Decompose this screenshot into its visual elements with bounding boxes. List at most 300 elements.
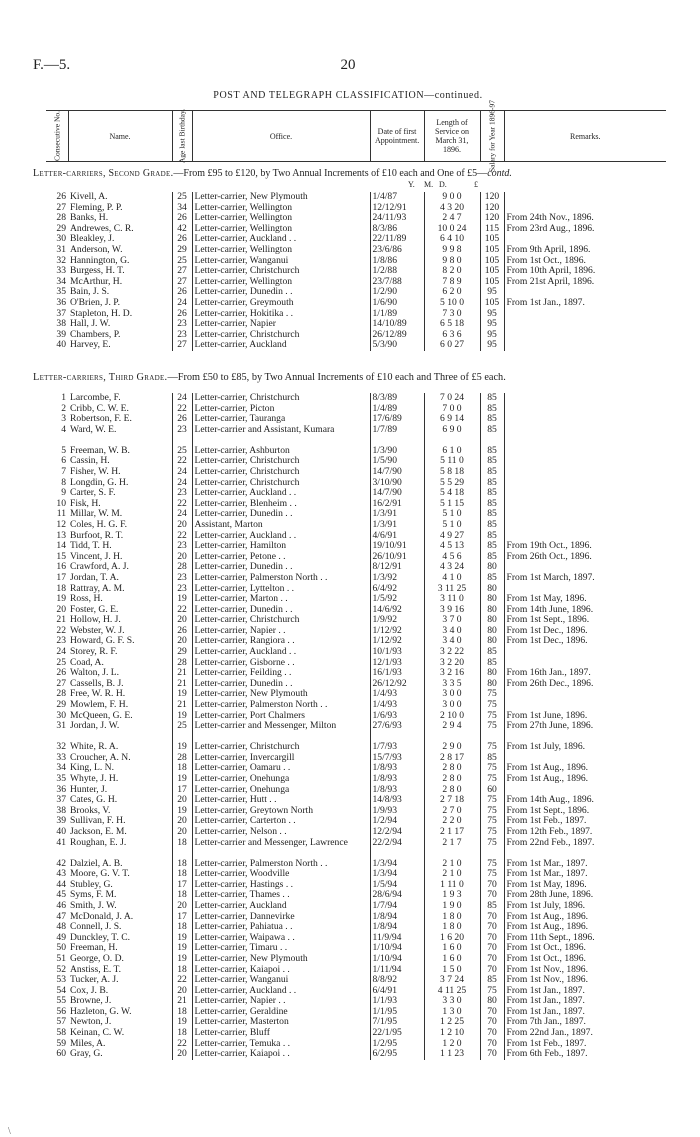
col-salary: Salary for Year 1896-97 bbox=[480, 111, 504, 162]
row-office: Letter-carrier, New Plymouth bbox=[192, 689, 370, 700]
row-service: 3 9 16 bbox=[424, 605, 480, 616]
table-row bbox=[46, 478, 666, 489]
row-name: Storey, R. F. bbox=[70, 647, 118, 658]
row-number: 39 bbox=[56, 329, 66, 340]
row-date: 3/10/90 bbox=[370, 478, 424, 489]
row-service: 2 9 4 bbox=[424, 721, 480, 742]
row-age: 22 bbox=[172, 975, 192, 986]
row-remarks bbox=[504, 340, 666, 351]
row-office: Letter-carrier, Christchurch bbox=[192, 478, 370, 489]
row-age: 26 bbox=[172, 414, 192, 425]
row-salary: 120 bbox=[480, 203, 504, 214]
row-age: 20 bbox=[172, 901, 192, 912]
page-number: 20 bbox=[340, 57, 356, 73]
row-salary: 75 bbox=[480, 869, 504, 880]
row-service: 6 2 0 bbox=[424, 287, 480, 298]
row-date: 1/4/93 bbox=[370, 689, 424, 700]
row-salary: 70 bbox=[480, 954, 504, 965]
row-number: 44 bbox=[56, 879, 66, 890]
table-row bbox=[46, 689, 666, 700]
table-row bbox=[46, 816, 666, 827]
row-remarks bbox=[504, 203, 666, 214]
row-remarks bbox=[504, 753, 666, 764]
row-name: Rattray, A. M. bbox=[70, 583, 125, 594]
row-date: 12/1/93 bbox=[370, 658, 424, 669]
row-name: Cribb, C. W. E. bbox=[70, 403, 129, 414]
row-number: 1 bbox=[61, 393, 66, 403]
row-number: 27 bbox=[56, 202, 66, 213]
row-number: 26 bbox=[56, 192, 66, 202]
row-salary: 105 bbox=[480, 266, 504, 277]
row-salary: 80 bbox=[480, 636, 504, 647]
row-name: Tucker, A. J. bbox=[70, 975, 119, 986]
row-date: 1/3/94 bbox=[370, 869, 424, 880]
row-number: 58 bbox=[56, 1028, 66, 1039]
table-row bbox=[46, 245, 666, 256]
table-row bbox=[46, 647, 666, 658]
row-age: 17 bbox=[172, 912, 192, 923]
row-name: Free, W. R. H. bbox=[70, 689, 126, 700]
row-date: 24/11/93 bbox=[370, 213, 424, 224]
row-age: 26 bbox=[172, 213, 192, 224]
table-row bbox=[46, 298, 666, 309]
row-age: 42 bbox=[172, 224, 192, 235]
row-name: Miles, A. bbox=[70, 1038, 106, 1049]
table-row bbox=[46, 499, 666, 510]
row-service: 2 8 0 bbox=[424, 774, 480, 785]
row-date: 1/4/87 bbox=[370, 192, 424, 203]
row-name: Hannington, G. bbox=[70, 255, 130, 266]
row-age: 19 bbox=[172, 954, 192, 965]
row-salary: 85 bbox=[480, 520, 504, 531]
row-office: Letter-carrier, Ashburton bbox=[192, 446, 370, 457]
row-date: 26/12/92 bbox=[370, 679, 424, 690]
row-age: 26 bbox=[172, 287, 192, 298]
row-date: 8/3/86 bbox=[370, 224, 424, 235]
col-service: Length of Service on March 31, 1896. bbox=[424, 111, 480, 162]
row-service: 5 1 0 bbox=[424, 509, 480, 520]
row-age: 19 bbox=[172, 1017, 192, 1028]
row-number: 31 bbox=[56, 244, 66, 255]
row-name: Jackson, E. M. bbox=[70, 826, 127, 837]
row-age: 27 bbox=[172, 340, 192, 351]
row-remarks bbox=[504, 478, 666, 489]
table-row bbox=[46, 393, 666, 404]
row-remarks: From 11th Sept., 1896. bbox=[504, 933, 666, 944]
row-office: Letter-carrier, Dunedin . . bbox=[192, 562, 370, 573]
table-row bbox=[46, 996, 666, 1007]
row-date: 1/3/94 bbox=[370, 859, 424, 870]
row-office: Letter-carrier, Napier . . bbox=[192, 626, 370, 637]
row-date: 6/2/95 bbox=[370, 1049, 424, 1060]
row-remarks: From 6th Feb., 1897. bbox=[504, 1049, 666, 1060]
row-remarks bbox=[504, 488, 666, 499]
row-name: McArthur, H. bbox=[70, 276, 123, 287]
row-salary: 85 bbox=[480, 552, 504, 563]
row-number: 17 bbox=[56, 572, 66, 583]
row-number: 11 bbox=[56, 509, 66, 520]
table-row bbox=[46, 954, 666, 965]
row-date: 1/8/94 bbox=[370, 912, 424, 923]
row-number: 38 bbox=[56, 319, 66, 330]
row-number: 29 bbox=[56, 700, 66, 711]
row-service: 3 3 0 bbox=[424, 996, 480, 1007]
row-date: 1/10/94 bbox=[370, 943, 424, 954]
row-salary: 85 bbox=[480, 446, 504, 457]
row-date: 27/6/93 bbox=[370, 721, 424, 742]
row-age: 25 bbox=[172, 192, 192, 203]
row-remarks: From 1st Aug., 1896. bbox=[504, 912, 666, 923]
row-service: 1 6 0 bbox=[424, 954, 480, 965]
row-number: 33 bbox=[56, 752, 66, 763]
table-row bbox=[46, 330, 666, 341]
row-name: Burgess, H. T. bbox=[70, 266, 125, 277]
row-remarks bbox=[504, 425, 666, 446]
row-service: 2 7 0 bbox=[424, 806, 480, 817]
row-name: Hollow, H. J. bbox=[70, 615, 121, 626]
row-service: 5 1 0 bbox=[424, 520, 480, 531]
row-remarks: From 14th June, 1896. bbox=[504, 605, 666, 616]
table-row bbox=[46, 965, 666, 976]
row-name: Hunter, J. bbox=[70, 784, 108, 795]
row-service: 2 8 0 bbox=[424, 763, 480, 774]
row-date: 1/7/94 bbox=[370, 901, 424, 912]
row-remarks: From 26th Oct., 1896. bbox=[504, 552, 666, 563]
row-age: 18 bbox=[172, 890, 192, 901]
row-date: 1/2/88 bbox=[370, 266, 424, 277]
row-name: Anderson, W. bbox=[70, 244, 123, 255]
row-name: Cates, G. H. bbox=[70, 795, 118, 806]
row-office: Letter-carrier, Hastings . . bbox=[192, 880, 370, 891]
row-name: Larcombe, F. bbox=[70, 393, 121, 403]
table-row bbox=[46, 340, 666, 351]
row-name: Carter, S. F. bbox=[70, 488, 116, 499]
row-date: 6/4/92 bbox=[370, 584, 424, 595]
table-row bbox=[46, 795, 666, 806]
row-name: Cassin, H. bbox=[70, 456, 110, 467]
row-number: 45 bbox=[56, 890, 66, 901]
row-age: 17 bbox=[172, 880, 192, 891]
row-name: Hazleton, G. W. bbox=[70, 1006, 132, 1017]
row-salary: 105 bbox=[480, 245, 504, 256]
row-age: 22 bbox=[172, 531, 192, 542]
row-name: Mowlem, F. H. bbox=[70, 700, 129, 711]
row-number: 38 bbox=[56, 805, 66, 816]
row-remarks: From 1st Mar., 1897. bbox=[504, 859, 666, 870]
row-number: 57 bbox=[56, 1017, 66, 1028]
table-row bbox=[46, 224, 666, 235]
row-remarks bbox=[504, 562, 666, 573]
row-number: 40 bbox=[56, 340, 66, 351]
row-date: 1/2/94 bbox=[370, 816, 424, 827]
row-service: 1 3 0 bbox=[424, 1007, 480, 1018]
row-office: Letter-carrier, Christchurch bbox=[192, 456, 370, 467]
row-remarks bbox=[504, 234, 666, 245]
row-salary: 95 bbox=[480, 340, 504, 351]
row-name: Foster, G. E. bbox=[70, 604, 119, 615]
row-office: Letter-carrier, Palmerston North . . bbox=[192, 700, 370, 711]
row-date: 10/1/93 bbox=[370, 647, 424, 658]
row-name: Connell, J. S. bbox=[70, 922, 122, 933]
row-name: Croucher, A. N. bbox=[70, 752, 131, 763]
table-row bbox=[46, 658, 666, 669]
row-service: 4 5 6 bbox=[424, 552, 480, 563]
row-salary: 120 bbox=[480, 213, 504, 224]
row-office: Letter-carrier, Bluff bbox=[192, 1028, 370, 1039]
row-age: 18 bbox=[172, 838, 192, 859]
row-age: 20 bbox=[172, 816, 192, 827]
table-row bbox=[46, 1007, 666, 1018]
row-age: 19 bbox=[172, 774, 192, 785]
row-name: Bleakley, J. bbox=[70, 234, 115, 245]
row-number: 9 bbox=[61, 488, 66, 499]
row-service: 3 0 0 bbox=[424, 689, 480, 700]
row-date: 22/2/94 bbox=[370, 838, 424, 859]
row-service: 6 3 6 bbox=[424, 330, 480, 341]
row-age: 25 bbox=[172, 721, 192, 742]
third-grade-heading: Letter-carriers, Third Grade.—From £50 to £85, by Two Annual Increments of £10 each and Three of £5 each. bbox=[33, 372, 506, 383]
col-consecutive-no: Consecutive No. bbox=[46, 111, 68, 162]
row-age: 18 bbox=[172, 1028, 192, 1039]
row-service: 6 0 27 bbox=[424, 340, 480, 351]
row-service: 1 8 0 bbox=[424, 922, 480, 933]
row-name: Fleming, P. P. bbox=[70, 202, 123, 213]
row-age: 20 bbox=[172, 520, 192, 531]
row-number: 32 bbox=[56, 255, 66, 266]
row-remarks bbox=[504, 520, 666, 531]
row-name: Freeman, H. bbox=[70, 943, 118, 954]
row-age: 20 bbox=[172, 636, 192, 647]
row-service: 2 4 7 bbox=[424, 213, 480, 224]
row-date: 8/8/92 bbox=[370, 975, 424, 986]
row-service: 4 11 25 bbox=[424, 986, 480, 997]
row-office: Letter-carrier, Auckland . . bbox=[192, 488, 370, 499]
row-remarks bbox=[504, 658, 666, 669]
row-number: 10 bbox=[56, 498, 66, 509]
row-office: Letter-carrier, Geraldine bbox=[192, 1007, 370, 1018]
row-salary: 75 bbox=[480, 763, 504, 774]
table-row bbox=[46, 266, 666, 277]
row-salary: 85 bbox=[480, 658, 504, 669]
row-remarks bbox=[504, 330, 666, 341]
row-age: 22 bbox=[172, 456, 192, 467]
row-office: Letter-carrier and Messenger, Milton bbox=[192, 721, 370, 742]
row-name: George, O. D. bbox=[70, 953, 124, 964]
row-age: 19 bbox=[172, 933, 192, 944]
row-service: 7 8 9 bbox=[424, 277, 480, 288]
col-office: Office. bbox=[192, 111, 370, 162]
row-age: 18 bbox=[172, 859, 192, 870]
table-row bbox=[46, 1017, 666, 1028]
row-remarks bbox=[504, 404, 666, 415]
row-office: Letter-carrier, Woodville bbox=[192, 869, 370, 880]
row-number: 22 bbox=[56, 625, 66, 636]
row-age: 23 bbox=[172, 541, 192, 552]
row-date: 1/10/94 bbox=[370, 954, 424, 965]
row-number: 3 bbox=[61, 414, 66, 425]
table-row bbox=[46, 838, 666, 859]
row-name: Fisher, W. H. bbox=[70, 466, 121, 477]
row-date: 28/6/94 bbox=[370, 890, 424, 901]
row-service: 10 0 24 bbox=[424, 224, 480, 235]
row-salary: 80 bbox=[480, 605, 504, 616]
row-age: 19 bbox=[172, 594, 192, 605]
row-service: 5 1 15 bbox=[424, 499, 480, 510]
row-date: 5/3/90 bbox=[370, 340, 424, 351]
row-salary: 95 bbox=[480, 309, 504, 320]
margin-mark: \ bbox=[8, 1126, 11, 1137]
column-header bbox=[46, 99, 666, 173]
row-salary: 75 bbox=[480, 795, 504, 806]
row-age: 24 bbox=[172, 298, 192, 309]
table-row bbox=[46, 287, 666, 298]
row-service: 6 1 0 bbox=[424, 446, 480, 457]
row-salary: 85 bbox=[480, 404, 504, 415]
row-service: 1 1 23 bbox=[424, 1049, 480, 1060]
row-number: 36 bbox=[56, 297, 66, 308]
row-age: 21 bbox=[172, 679, 192, 690]
row-age: 27 bbox=[172, 266, 192, 277]
row-name: Crawford, A. J. bbox=[70, 562, 129, 573]
row-service: 8 2 0 bbox=[424, 266, 480, 277]
row-service: 2 8 0 bbox=[424, 785, 480, 796]
row-date: 26/12/89 bbox=[370, 330, 424, 341]
row-service: 2 2 0 bbox=[424, 816, 480, 827]
row-date: 1/2/95 bbox=[370, 1039, 424, 1050]
table-row bbox=[46, 425, 666, 446]
row-service: 9 0 0 bbox=[424, 192, 480, 203]
row-name: Stapleton, H. D. bbox=[70, 308, 133, 319]
row-number: 55 bbox=[56, 996, 66, 1007]
row-number: 56 bbox=[56, 1006, 66, 1017]
row-name: Keinan, C. W. bbox=[70, 1028, 125, 1039]
row-salary: 80 bbox=[480, 584, 504, 595]
row-date: 12/12/91 bbox=[370, 203, 424, 214]
row-service: 3 3 5 bbox=[424, 679, 480, 690]
row-name: Chambers, P. bbox=[70, 329, 121, 340]
row-salary: 85 bbox=[480, 393, 504, 404]
row-age: 28 bbox=[172, 658, 192, 669]
row-office: Letter-carrier, Dunedin . . bbox=[192, 509, 370, 520]
col-date: Date of first Appointment. bbox=[370, 111, 424, 162]
row-age: 20 bbox=[172, 552, 192, 563]
row-name: Freeman, W. B. bbox=[70, 445, 130, 456]
row-remarks: From 1st Sept., 1896. bbox=[504, 615, 666, 626]
row-number: 35 bbox=[56, 287, 66, 298]
row-remarks: From 1st Dec., 1896. bbox=[504, 626, 666, 637]
table-row bbox=[46, 806, 666, 817]
row-remarks: From 7th Jan., 1897. bbox=[504, 1017, 666, 1028]
row-office: Letter-carrier, Thames . . bbox=[192, 890, 370, 901]
row-salary: 105 bbox=[480, 298, 504, 309]
row-number: 41 bbox=[56, 837, 66, 848]
table-row bbox=[46, 742, 666, 753]
row-remarks: From 1st Jan., 1897. bbox=[504, 986, 666, 997]
row-service: 3 2 20 bbox=[424, 658, 480, 669]
row-remarks: From 1st June, 1896. bbox=[504, 711, 666, 722]
row-name: Robertson, F. E. bbox=[70, 414, 132, 425]
row-salary: 70 bbox=[480, 1007, 504, 1018]
row-service: 9 8 0 bbox=[424, 256, 480, 267]
table-row bbox=[46, 531, 666, 542]
row-name: Sullivan, F. H. bbox=[70, 816, 126, 827]
row-age: 19 bbox=[172, 742, 192, 753]
row-number: 32 bbox=[56, 742, 66, 753]
row-service: 1 8 0 bbox=[424, 912, 480, 923]
row-date: 4/6/91 bbox=[370, 531, 424, 542]
row-salary: 85 bbox=[480, 541, 504, 552]
row-age: 18 bbox=[172, 763, 192, 774]
table-row bbox=[46, 404, 666, 415]
row-date: 1/3/91 bbox=[370, 520, 424, 531]
table-row bbox=[46, 869, 666, 880]
row-number: 5 bbox=[61, 445, 66, 456]
row-name: Browne, J. bbox=[70, 996, 112, 1007]
row-name: Webster, W. J. bbox=[70, 625, 125, 636]
row-name: Whyte, J. H. bbox=[70, 774, 119, 784]
table-row bbox=[46, 615, 666, 626]
row-office: Letter-carrier, Lyttelton . . bbox=[192, 584, 370, 595]
row-office: Letter-carrier, Wellington bbox=[192, 213, 370, 224]
row-date: 12/2/94 bbox=[370, 827, 424, 838]
row-number: 59 bbox=[56, 1038, 66, 1049]
row-name: Banks, H. bbox=[70, 213, 109, 224]
row-salary: 105 bbox=[480, 277, 504, 288]
row-office: Letter-carrier, Christchurch bbox=[192, 467, 370, 478]
row-office: Letter-carrier, New Plymouth bbox=[192, 192, 370, 203]
row-age: 23 bbox=[172, 425, 192, 446]
row-salary: 85 bbox=[480, 425, 504, 446]
row-office: Letter-carrier, Pahiatua . . bbox=[192, 922, 370, 933]
row-remarks: From 1st Nov., 1896. bbox=[504, 965, 666, 976]
row-number: 54 bbox=[56, 985, 66, 996]
row-service: 5 5 29 bbox=[424, 478, 480, 489]
row-age: 34 bbox=[172, 203, 192, 214]
row-office: Letter-carrier, Marton . . bbox=[192, 594, 370, 605]
row-remarks bbox=[504, 689, 666, 700]
row-remarks bbox=[504, 393, 666, 404]
row-salary: 60 bbox=[480, 785, 504, 796]
row-office: Letter-carrier, Onehunga bbox=[192, 774, 370, 785]
row-remarks: From 10th April, 1896. bbox=[504, 266, 666, 277]
row-salary: 75 bbox=[480, 838, 504, 859]
row-number: 46 bbox=[56, 900, 66, 911]
row-service: 5 10 0 bbox=[424, 298, 480, 309]
row-age: 27 bbox=[172, 277, 192, 288]
row-service: 1 11 0 bbox=[424, 880, 480, 891]
col-remarks: Remarks. bbox=[504, 111, 666, 162]
row-service: 1 2 25 bbox=[424, 1017, 480, 1028]
row-service: 4 3 24 bbox=[424, 562, 480, 573]
table-row bbox=[46, 785, 666, 796]
table-row bbox=[46, 541, 666, 552]
row-name: Stubley, G. bbox=[70, 879, 113, 890]
table-row bbox=[46, 520, 666, 531]
table-row bbox=[46, 721, 666, 742]
row-salary: 85 bbox=[480, 456, 504, 467]
row-age: 24 bbox=[172, 478, 192, 489]
row-salary: 80 bbox=[480, 562, 504, 573]
row-number: 39 bbox=[56, 816, 66, 827]
row-remarks: From 26th Dec., 1896. bbox=[504, 679, 666, 690]
row-remarks: From 24th Nov., 1896. bbox=[504, 213, 666, 224]
row-remarks bbox=[504, 309, 666, 320]
row-office: Letter-carrier, Christchurch bbox=[192, 266, 370, 277]
row-remarks: From 1st Jan., 1897. bbox=[504, 996, 666, 1007]
row-salary: 85 bbox=[480, 414, 504, 425]
row-remarks: From 1st Nov., 1896. bbox=[504, 975, 666, 986]
row-remarks: From 1st Jan., 1897. bbox=[504, 298, 666, 309]
